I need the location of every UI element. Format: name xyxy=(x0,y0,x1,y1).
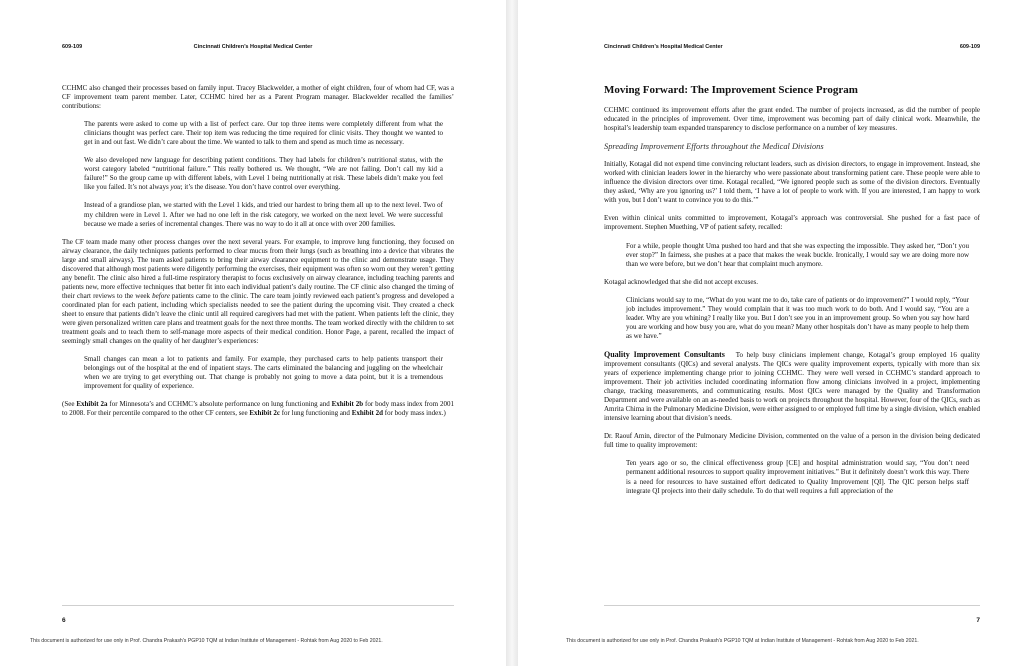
right-page xyxy=(518,0,1024,666)
page-gutter xyxy=(506,0,518,666)
paragraph: Even within clinical units committed to improvement, Kotagal’s approach was controversial. She pushed for a fast pace of improvement. Stephen Muething, VP of patient safety, recalled: xyxy=(604,214,980,232)
paragraph: CCHMC also changed their processes based on family input. Tracey Blackwelder, a mother of eight children, four of whom had CF, was a CF improvement team parent member. Later, CCHMC hired her as a Parent Program manager. Blackwelder recalled the families’ contributions: xyxy=(62,84,454,111)
text: for lung functioning and xyxy=(279,409,352,418)
exhibit-2c-ref: Exhibit 2c xyxy=(249,409,280,418)
paragraph: Kotagal acknowledged that she did not accept excuses. xyxy=(604,277,758,286)
authorization-footer: This document is authorized for use only in Prof. Chandra Prakash's PGP10 TQM at Indian Institute of Management - Rohtak from Aug 2020 to Feb 2021. xyxy=(566,638,919,644)
page-number: 6 xyxy=(62,617,66,624)
block-quote: For a while, people thought Uma pushed too hard and that she was expecting the impossible. They asked her, “Don’t you ever stop?” In fairness, she pushes at a pace that makes the weak buckle. Ironically, I would say we are doing more now than we were before, but we don’t hear that complaint much anymore. xyxy=(626,241,969,268)
exhibit-reference xyxy=(62,400,454,418)
running-title: Cincinnati Children’s Hospital Medical Center xyxy=(604,44,723,50)
page-number: 7 xyxy=(976,617,980,624)
paragraph: Initially, Kotagal did not expend time convincing reluctant leaders, such as division directors, to engage in improvement. Instead, she worked with clinician leaders lower in the hierarchy who were passionate about transforming patient care. These people were able to influence the division directors over time. Kotagal recalled, “We ignored people such as some of the division directors. Eventually they asked, ‘Why are you ignoring us?’ I told them, ‘I have a lot of people to work with. If you are interested, I am happy to work with you, but I don’t want to convince you to do this.’” xyxy=(604,160,980,205)
emphasis: you xyxy=(170,183,181,192)
exhibit-2b-ref: Exhibit 2b xyxy=(331,400,364,409)
left-page xyxy=(0,0,506,666)
exhibit-2a-ref: Exhibit 2a xyxy=(76,400,108,409)
quote-text: ; it’s the disease. You don’t have control over everything. xyxy=(180,183,341,192)
exhibit-2d-ref: Exhibit 2d xyxy=(351,409,384,418)
footer-divider xyxy=(62,605,454,606)
subsection-heading: Spreading Improvement Efforts throughout the Medical Divisions xyxy=(604,142,824,152)
paragraph-text: The CF team made many other process changes over the next several years. For example, to improve lung functioning, they focused on airway clearance, the daily techniques patients performed to clear mucus from their lungs (such as breathing into a device that vibrates the large and small airways). The team asked patients to bring their airway clearance equipment to the clinic and demonstrate usage. They discovered that although most patients were diligently performing the exercises, their equipment was often so worn out they weren’t getting any benefit. The clinic also hired a full-time respiratory therapist to focus exclusively on airway clearance, including teaching parents and patients new, more effective techniques that better fit into each individual patient’s daily routine. The CF clinic also changed the timing of their chart reviews to the week xyxy=(62,237,454,300)
right-running-header xyxy=(604,44,980,56)
paragraph-text: patients came to the clinic. The care team jointly reviewed each patient’s progress and developed a coordinated plan for each patient, including which specialists needed to see the patient during the upcoming visit. They created a check sheet to ensure that patients didn’t leave the clinic until all required caregivers had met with the patient. When patients left the clinic, they were given personalized written care plans and treatment goals for the next three months. The team worked directly with the children to set treatment goals and to teach them to self-manage more aspects of their medical condition. Honor Page, a parent, recalled the impact of seemingly small changes on the quality of her daughter’s experiences: xyxy=(62,291,454,346)
block-quote xyxy=(62,156,454,192)
text: for body mass index from 2001 to 2008. For their percentile compared to the other CF centers, see xyxy=(62,400,454,418)
paragraph xyxy=(62,238,454,347)
running-title: Cincinnati Children’s Hospital Medical Center xyxy=(193,44,313,50)
paragraph: Dr. Raouf Amin, director of the Pulmonary Medicine Division, commented on the value of a person in the division being dedicated full time to quality improvement: xyxy=(604,432,980,450)
quote-text: We also developed new language for describing patient conditions. They had labels for children’s nutritional status, with the worst category labeled “nutritional failure.” This really bothered us. We thought, “We are not failing. Don’t call my kid a failure!” So the group came up with different labels, with Level 1 being nutritionally at risk. These labels didn’t make you feel like you failed. It’s not always xyxy=(84,156,443,192)
footer-divider xyxy=(604,605,980,606)
paragraph-text: To help busy clinicians implement change, Kotagal’s group employed 16 quality improvement consultants (QICs) and several analysts. The QICs were quality improvement experts, typically with more than six years of experience implementing change prior to joining CCHMC. They were well versed in CCHMC’s standard approach to improvement. Their job activities included coordinating information flow among clinicians involved in a project, implementing change, tracking measurements, and communicating results. Most QICs were managed by the Quality and Transformation Department and were available on an as-needed basis to work on projects throughout the hospital. However, four of the QICs, such as Amrita Chima in the Pulmonary Medicine Division, were either assigned to or employed full time by a single division, which enabled intensive learning about that division’s needs. xyxy=(604,350,980,423)
block-quote: Ten years ago or so, the clinical effectiveness group [CE] and hospital administration would say, “You don’t need permanent additional resources to support quality improvement initiatives.” But it definitely doesn’t work this way. There is a need for resources to have sustained effort dedicated to Quality Improvement [QI]. The QIC person helps staff integrate QI projects into their daily schedule. To do that well requires a full appreciation of the xyxy=(626,459,969,495)
block-quote: The parents were asked to come up with a list of perfect care. Our top three items were completely different from what the clinicians thought was perfect care. Their top item was reducing the time required for clinic visits. They thought we wanted to get in and out fast. We didn’t care about the time. We wanted to talk to them and spend as much time as necessary. xyxy=(84,120,443,147)
block-quote: Small changes can mean a lot to patients and family. For example, they purchased carts to help patients transport their belongings out of the hospital at the end of inpatient stays. The carts eliminated the balancing and juggling on the wheelchair when we are trying to get everything out. That change is probably not going to move a data point, but it is a tremendous improvement for quality of experience. xyxy=(84,355,443,391)
case-number: 609-109 xyxy=(62,44,83,50)
block-quote: Clinicians would say to me, “What do you want me to do, take care of patients or do improvement?” I would reply, “Your job includes improvement.” They would complain that it was too much work to do both. And I would say, “You are a leader. Why are you whining? I really like you. But I don’t see you in an improvement group. So when you say how hard you are working and how busy you are, what do you mean? Many other hospitals don’t have as many people to help them as we have.” xyxy=(626,295,969,340)
emphasis: before xyxy=(152,291,170,300)
text: for body mass index.) xyxy=(383,409,446,418)
paragraph: CCHMC continued its improvement efforts after the grant ended. The number of projects increased, as did the number of people educated in the principles of improvement. Over time, improvement was becoming part of daily clinical work. Meanwhile, the hospital’s leadership team expanded transparency to disclose performance on a number of key measures. xyxy=(604,106,980,133)
section-heading: Moving Forward: The Improvement Science Program xyxy=(604,84,858,96)
left-body-text xyxy=(62,84,454,600)
run-in-heading: Quality Improvement Consultants xyxy=(604,349,725,359)
right-body-text xyxy=(604,84,980,600)
block-quote: Instead of a grandiose plan, we started with the Level 1 kids, and tried our hardest to bring them all up to the next level. Two of my children were in Level 1. After we had no one left in the risk category, we worked on the next level. We were successful because we made a series of incremental changes. There was no way to do it all at once with over 200 families. xyxy=(84,201,443,228)
paragraph xyxy=(604,350,980,423)
authorization-footer: This document is authorized for use only in Prof. Chandra Prakash's PGP10 TQM at Indian Institute of Management - Rohtak from Aug 2020 to Feb 2021. xyxy=(30,638,383,644)
text: (See xyxy=(62,400,77,409)
left-running-header xyxy=(62,44,444,56)
case-number: 609-109 xyxy=(959,44,980,50)
text: for Minnesota’s and CCHMC’s absolute performance on lung functioning and xyxy=(107,400,332,409)
